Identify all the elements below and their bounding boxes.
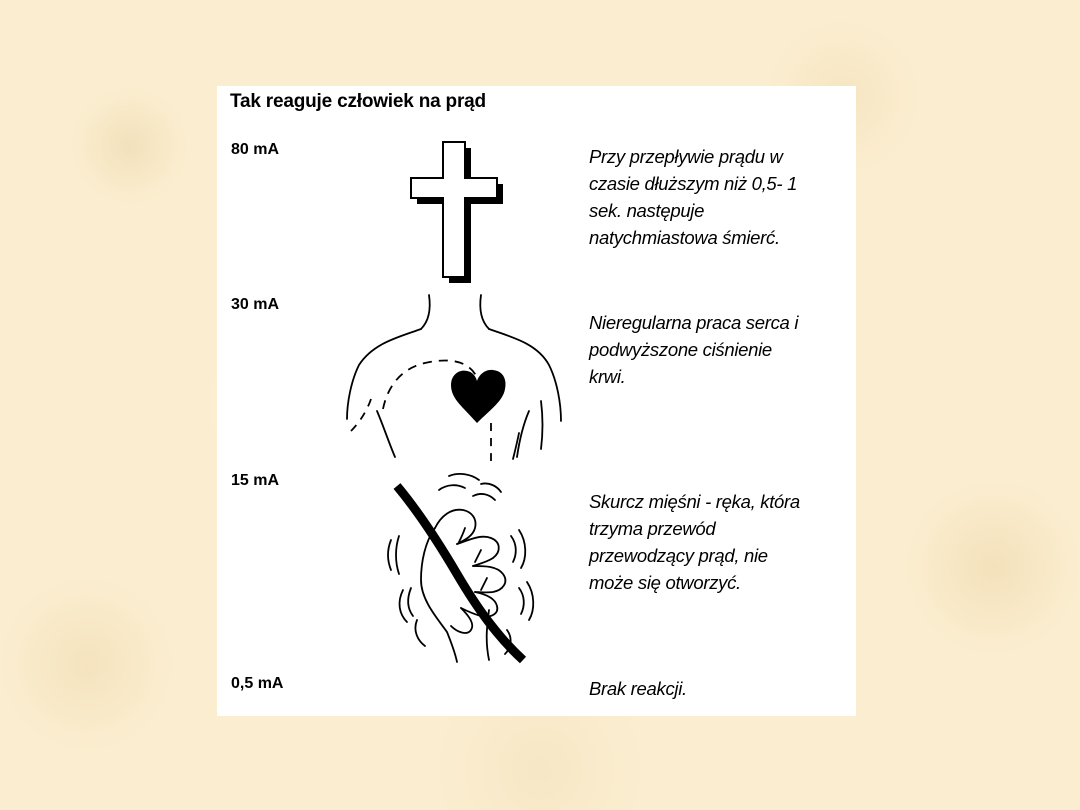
description-15ma: [589, 488, 851, 596]
description-line: może się otworzyć.: [589, 572, 741, 593]
reaction-chart-panel: [217, 86, 856, 716]
description-80ma: [589, 143, 851, 251]
description-line: przewodzący prąd, nie: [589, 545, 768, 566]
torso-heart-icon: [343, 293, 565, 463]
description-line: Przy przepływie prądu w: [589, 146, 783, 167]
description-line: czasie dłuższym niż 0,5- 1: [589, 173, 798, 194]
current-level-30ma: 30 mA: [231, 296, 280, 313]
current-level-15ma: 15 mA: [231, 472, 280, 489]
current-level-80ma: 80 mA: [231, 141, 280, 158]
description-line: trzyma przewód: [589, 518, 716, 539]
hand-gripping-wire-icon: [377, 470, 537, 664]
description-line: krwi.: [589, 366, 626, 387]
description-line: podwyższone ciśnienie: [589, 339, 772, 360]
description-line: Brak reakcji.: [589, 678, 687, 699]
description-line: Skurcz mięśni - ręka, która: [589, 491, 800, 512]
description-line: natychmiastowa śmierć.: [589, 227, 780, 248]
description-line: sek. następuje: [589, 200, 705, 221]
cross-icon: [407, 138, 507, 283]
description-line: Nieregularna praca serca i: [589, 312, 799, 333]
current-level-0-5ma: 0,5 mA: [231, 675, 284, 692]
description-30ma: [589, 309, 851, 390]
description-0-5ma: [589, 675, 851, 702]
chart-title: Tak reaguje człowiek na prąd: [230, 91, 486, 112]
